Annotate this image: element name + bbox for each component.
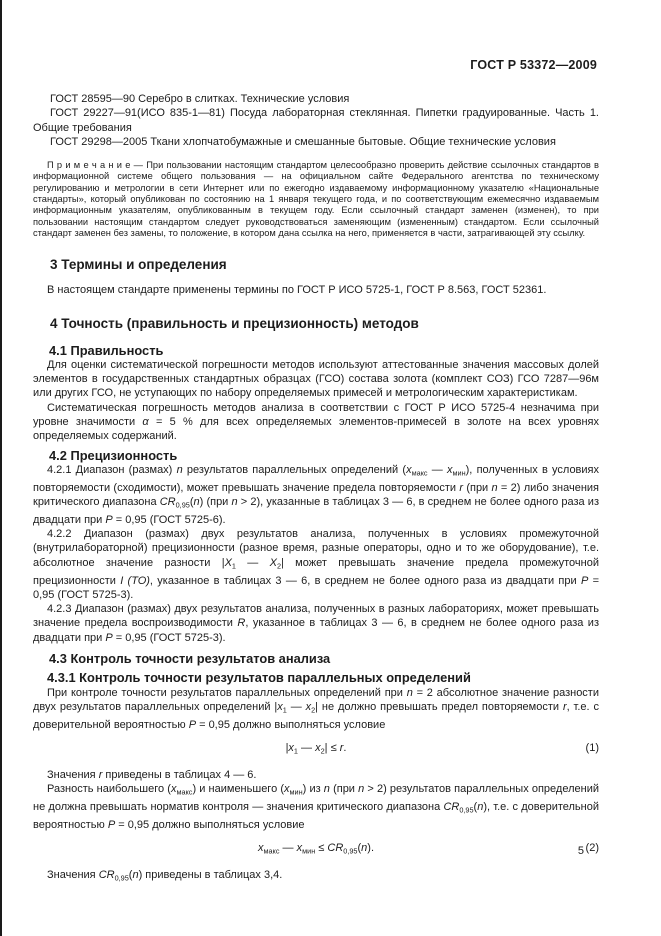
paragraph-4-2-3: 4.2.3 Диапазон (размах) двух результатов анализа, полученных в разных лабораториях, может превышать значение предела воспроизводимости R, указанное в таблицах 3 — 6, в среднем не более одного раза из двадцати при P = 0,95 (ГОСТ 5725-3). [33,603,599,644]
section-4-1-heading: 4.1 Правильность [49,342,164,358]
reference-item: ГОСТ 29298—2005 Ткани хлопчатобумажные и смешанные бытовые. Общие технические условия [50,135,556,148]
formula-2-number: (2) [585,841,599,854]
page-content [33,92,599,886]
formula-1-number: (1) [585,741,599,754]
paragraph-4-3-1b: Значения r приведены в таблицах 4 — 6. [47,768,257,781]
section-3-heading: 3 Термины и определения [50,257,227,273]
formula-1 [33,741,599,759]
note-paragraph: П р и м е ч а н и е — При пользовании настоящим стандартом целесообразно проверить действие ссылочных стандартов в информационной системе общего пользования — на официальном сайте Федерального агентства по техническому регулированию и метрологии в сети Интернет или по ежегодно издаваемому информационному указателю «Национальные стандарты», который опубликован по состоянию на 1 января текущего года, и по соответствующим ежемесячно издаваемым информационным указателям, опубликованным в текущем году. Если ссылочный стандарт заменен (изменен), то при пользовании настоящим стандартом следует руководствоваться заменяющим (измененным) стандартом. Если ссылочный стандарт заменен без замены, то положение, в котором дана ссылка на него, применяется в части, затрагивающей эту ссылку. [33,160,599,238]
section-4-3-heading: 4.3 Контроль точности результатов анализа [49,651,331,666]
section-4-3-1-heading: 4.3.1 Контроль точности результатов параллельных определений [47,670,471,686]
section-4-2-heading: 4.2 Прецизионность [49,447,178,463]
section-4-heading: 4 Точность (правильность и прецизионность) методов [50,315,419,331]
paragraph-4-2-1: 4.2.1 Диапазон (размах) n результатов параллельных определений ($x_{макс}$ — $x_{мин}$), полученных в условиях повторяемости (сходимости), может превышать значение предела повторяемости r (при n = 2) либо значения критического диапазона $CR_{0,95}(n)$ (при n > 2), указанные в таблицах 3 — 6, в среднем не более одного раза из двадцати при P = 0,95 (ГОСТ 5725-6). [33,463,600,526]
paragraph-4-3-1c: Разность наибольшего $(x_{макс})$ и наименьшего $(x_{мин})$ из n (при n > 2) результатов параллельных определений не должна превышать норматив контроля — значения критического диапазона $CR_{0,95}(n)$, т.е. с доверительной вероятностью P = 0,95 должно выполняться условие [33,783,599,831]
document-code-header: ГОСТ Р 53372—2009 [470,58,597,72]
reference-item: ГОСТ 29227—91(ИСО 835-1—81) Посуда лабораторная стеклянная. Пипетки градуированные. Часть 1. Общие требования [33,107,599,134]
formula-2 [33,841,599,859]
page-number: 5 [577,845,584,857]
reference-item: ГОСТ 28595—90 Серебро в слитках. Технические условия [50,93,350,105]
paragraph-4-3-1d: Значения $CR_{0,95}(n)$ приведены в таблицах 3,4. [47,868,283,883]
paragraph-4-1-2: Систематическая погрешность методов анализа в соответствии с ГОСТ Р ИСО 5725-4 незначима при уровне значимости α = 5 % для всех определяемых элементов-примесей в золоте на всех уровнях определяемых содержаний. [33,401,599,443]
paragraph-4-2-2: 4.2.2 Диапазон (размах) двух результатов анализа, полученных в условиях промежуточной (внутрилабораторной) прецизионности (разное время, разные операторы, одно и то же оборудование), т.е. абсолютное значение разности $|X_1$ — $X_2|$ может превышать значение предела промежуточной прецизионности I (ТО), указанное в таблицах 3 — 6, в среднем не более одного раза из двадцати при P = 0,95 (ГОСТ 5725-3). [33,528,600,601]
formula-1-body: $|x_1$ — $x_2| \le r$. [285,741,347,756]
paragraph-4-3-1a: При контроле точности результатов параллельных определений при n = 2 абсолютное значение разности двух результатов параллельных определений $|x_1$ — $x_2|$ не должно превышать предел повторяемости r, т.е. с доверительной вероятностью P = 0,95 должно выполняться условие [33,686,599,731]
formula-2-body: $x_{макс}$ — $x_{мин} \le CR_{0,95}(n)$. [257,841,375,856]
paragraph-4-1-1: Для оценки систематической погрешности методов используют аттестованные значения массовых долей элементов в государственных стандартных образцах (ГСО) состава золота (комплект СОЗ) ГСО 7287—96м или других ГСО, не уступающих по набору определяемых примесей и метрологическим характеристикам. [33,358,599,400]
section-3-paragraph: В настоящем стандарте применены термины по ГОСТ Р ИСО 5725-1, ГОСТ Р 8.563, ГОСТ 52361. [47,284,547,297]
